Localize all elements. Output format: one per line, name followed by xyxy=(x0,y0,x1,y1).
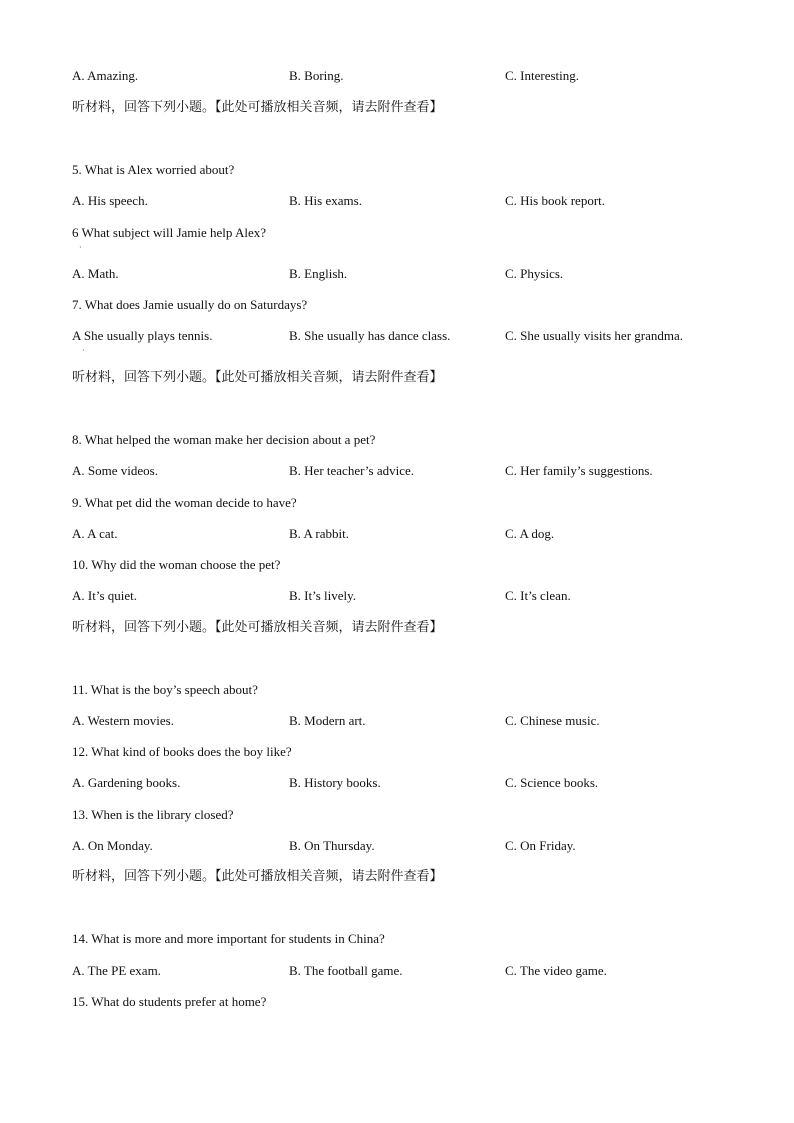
answer-option-a: A. Amazing. xyxy=(72,68,139,83)
answer-option-c: C. A dog. xyxy=(505,526,555,541)
answer-option-c: C. Science books. xyxy=(505,775,599,790)
answer-option-b: B. It’s lively. xyxy=(289,588,357,603)
answer-option-a: A. Some videos. xyxy=(72,463,158,478)
question-text: 8. What helped the woman make her decision about a pet? xyxy=(72,432,376,447)
audio-notice: 听材料，回答下列小题。【此处可播放相关音频，请去附件查看】 xyxy=(72,620,443,635)
question-text: 10. Why did the woman choose the pet? xyxy=(72,557,281,572)
question-text: 7. What does Jamie usually do on Saturdays? xyxy=(72,297,308,312)
dot-mark: · xyxy=(79,243,82,252)
answer-option-b: B. History books. xyxy=(289,775,381,790)
question-text: 11. What is the boy’s speech about? xyxy=(72,682,258,697)
answer-option-b: B. The football game. xyxy=(289,963,403,978)
answer-option-c: C. Physics. xyxy=(505,266,564,281)
answer-option-c: C. His book report. xyxy=(505,193,606,208)
answer-option-a: A. His speech. xyxy=(72,193,148,208)
question-text: 12. What kind of books does the boy like? xyxy=(72,744,292,759)
question-text: 14. What is more and more important for students in China? xyxy=(72,931,385,946)
answer-option-c: C. On Friday. xyxy=(505,838,576,853)
audio-notice: 听材料，回答下列小题。【此处可播放相关音频，请去附件查看】 xyxy=(72,100,443,115)
answer-option-b: B. Boring. xyxy=(289,68,344,83)
answer-option-a: A. A cat. xyxy=(72,526,118,541)
dot-mark: · xyxy=(82,346,85,355)
answer-option-a: A She usually plays tennis. xyxy=(72,328,213,343)
answer-option-c: C. Chinese music. xyxy=(505,713,600,728)
answer-option-b: B. She usually has dance class. xyxy=(289,328,451,343)
answer-option-a: A. Western movies. xyxy=(72,713,174,728)
question-text: 13. When is the library closed? xyxy=(72,807,234,822)
answer-option-c: C. Interesting. xyxy=(505,68,580,83)
answer-option-a: A. Math. xyxy=(72,266,119,281)
answer-option-b: B. Her teacher’s advice. xyxy=(289,463,415,478)
answer-option-b: B. His exams. xyxy=(289,193,362,208)
answer-option-c: C. It’s clean. xyxy=(505,588,571,603)
question-text: 15. What do students prefer at home? xyxy=(72,994,267,1009)
answer-option-b: B. A rabbit. xyxy=(289,526,349,541)
answer-option-a: A. On Monday. xyxy=(72,838,153,853)
question-text: 5. What is Alex worried about? xyxy=(72,162,235,177)
audio-notice: 听材料，回答下列小题。【此处可播放相关音频，请去附件查看】 xyxy=(72,370,443,385)
answer-option-c: C. She usually visits her grandma. xyxy=(505,328,684,343)
question-text: 6 What subject will Jamie help Alex? xyxy=(72,225,266,240)
answer-option-b: B. English. xyxy=(289,266,348,281)
answer-option-a: A. Gardening books. xyxy=(72,775,181,790)
answer-option-c: C. Her family’s suggestions. xyxy=(505,463,653,478)
answer-option-c: C. The video game. xyxy=(505,963,607,978)
answer-option-a: A. It’s quiet. xyxy=(72,588,137,603)
question-text: 9. What pet did the woman decide to have? xyxy=(72,495,297,510)
answer-option-a: A. The PE exam. xyxy=(72,963,161,978)
audio-notice: 听材料，回答下列小题。【此处可播放相关音频，请去附件查看】 xyxy=(72,869,443,884)
answer-option-b: B. Modern art. xyxy=(289,713,366,728)
answer-option-b: B. On Thursday. xyxy=(289,838,375,853)
